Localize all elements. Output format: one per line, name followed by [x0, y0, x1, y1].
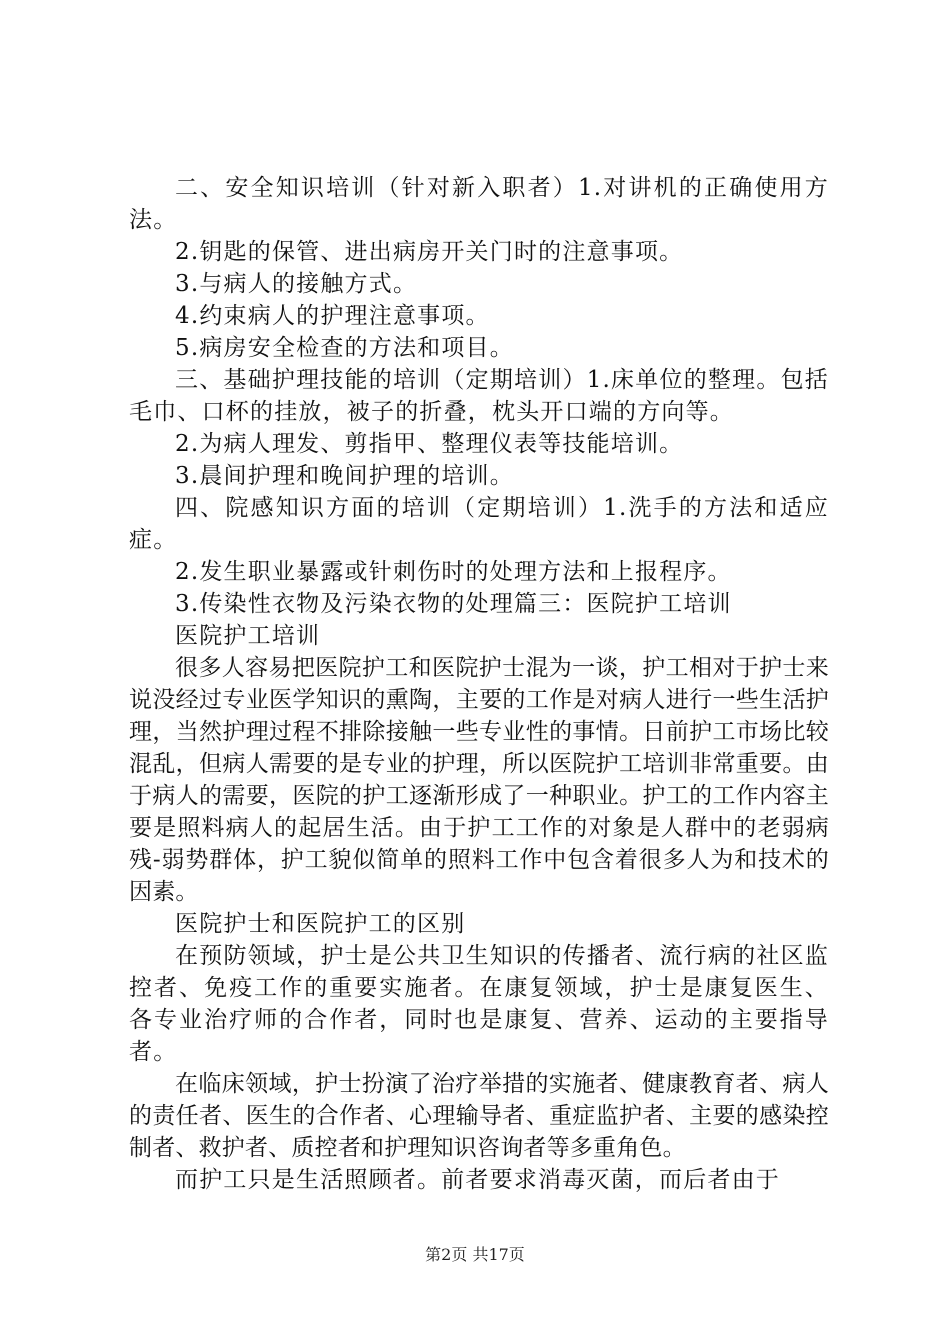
paragraph-clinical-field: 在临床领域，护士扮演了治疗举措的实施者、健康教育者、病人的责任者、医生的合作者、心理输导者、重症监护者、主要的感染控制者、救护者、质控者和护理知识咨询者等多重角色。	[129, 1071, 829, 1161]
section-heading-nurse-vs-caregiver: 医院护士和医院护工的区别	[175, 911, 466, 937]
paragraph-contaminated-clothing: 3.传染性衣物及污染衣物的处理篇三：医院护工培训	[175, 591, 732, 617]
paragraph-patient-contact: 3.与病人的接触方式。	[175, 271, 418, 297]
paragraph-morning-evening-care: 3.晨间护理和晚间护理的培训。	[175, 463, 514, 489]
paragraph-basic-nursing-training: 三、基础护理技能的培训（定期培训）1.床单位的整理。包括毛巾、口杯的挂放，被子的折叠，枕头开口端的方向等。	[129, 367, 829, 425]
paragraph-prevention-field: 在预防领域，护士是公共卫生知识的传播者、流行病的社区监控者、免疫工作的重要实施者。在康复领域，护士是康复医生、各专业治疗师的合作者，同时也是康复、营养、运动的主要指导者。	[129, 943, 829, 1065]
paragraph-caregiver-role: 而护工只是生活照顾者。前者要求消毒灭菌，而后者由于	[175, 1167, 780, 1193]
section-heading-caregiver-training: 医院护工培训	[175, 623, 321, 649]
paragraph-caregiver-intro: 很多人容易把医院护工和医院护士混为一谈，护工相对于护士来说没经过专业医学知识的熏陶，主要的工作是对病人进行一些生活护理，当然护理过程不排除接触一些专业性的事情。日前护工市场比较混乱，但病人需要的是专业的护理，所以医院护工培训非常重要。由于病人的需要，医院的护工逐渐形成了一种职业。护工的工作内容主要是照料病人的起居生活。由于护工工作的对象是人群中的老弱病残-弱势群体，护工貌似简单的照料工作中包含着很多人为和技术的因素。	[129, 655, 829, 905]
paragraph-ward-safety-check: 5.病房安全检查的方法和项目。	[175, 335, 514, 361]
document-body	[129, 172, 829, 1196]
paragraph-occupational-exposure: 2.发生职业暴露或针刺伤时的处理方法和上报程序。	[175, 559, 732, 585]
paragraph-infection-control-training: 四、院感知识方面的培训（定期培训）1.洗手的方法和适应症。	[129, 495, 829, 553]
page-footer: 第2页 共17页	[425, 1245, 525, 1264]
paragraph-key-management: 2.钥匙的保管、进出病房开关门时的注意事项。	[175, 239, 684, 265]
paragraph-safety-training: 二、安全知识培训（针对新入职者）1.对讲机的正确使用方法。	[129, 175, 829, 233]
paragraph-restraint-care: 4.约束病人的护理注意事项。	[175, 303, 490, 329]
paragraph-grooming-training: 2.为病人理发、剪指甲、整理仪表等技能培训。	[175, 431, 684, 457]
